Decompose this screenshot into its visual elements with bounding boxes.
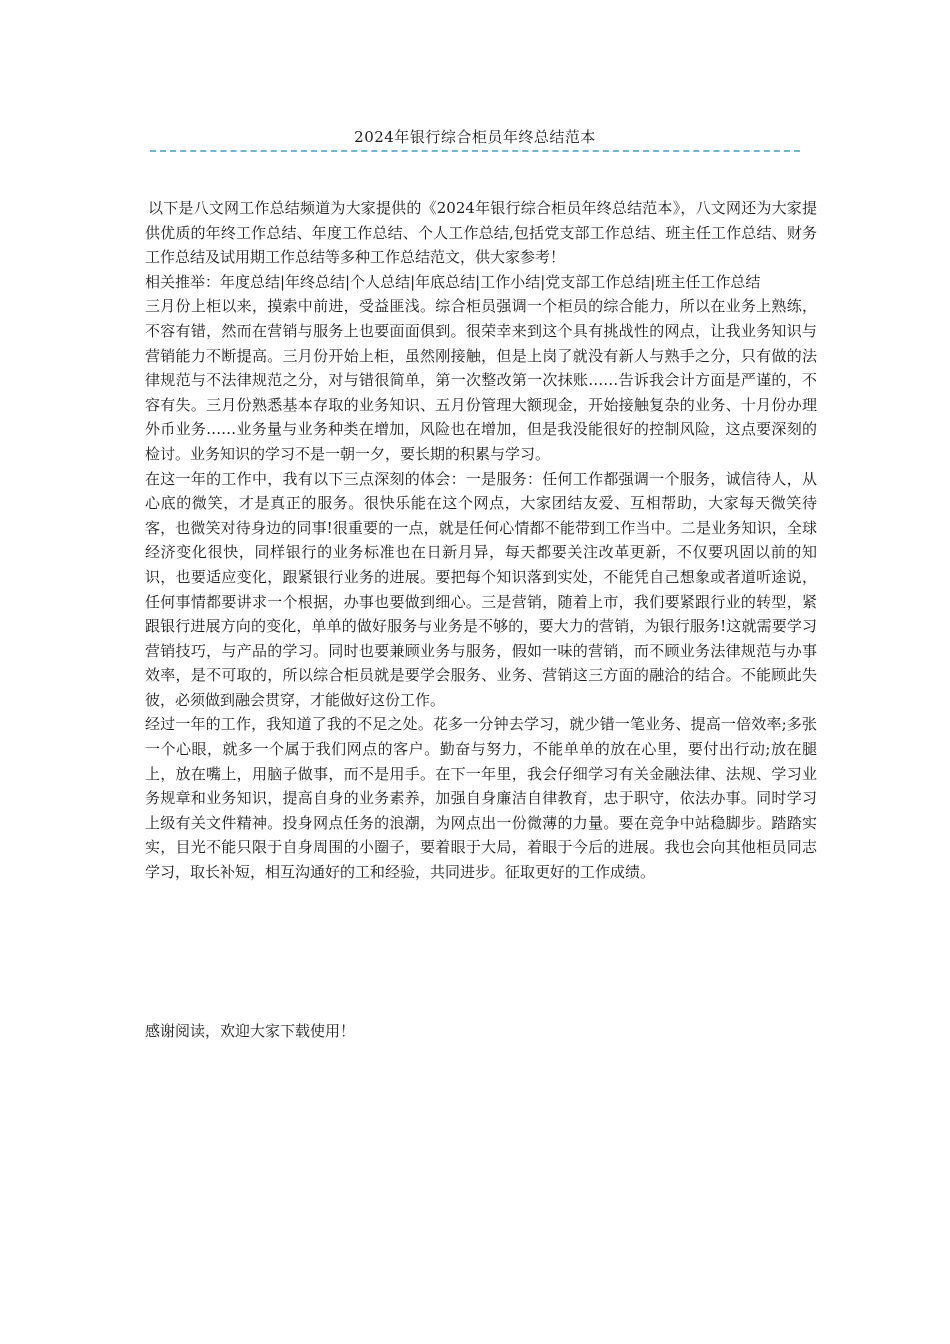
intro-paragraph: 以下是八文网工作总结频道为大家提供的《2024年银行综合柜员年终总结范本》，八文网还为大家提供优质的年终工作总结、年度工作总结、个人工作总结,包括党支部工作总结、班主任工作总结、财务工作总结及试用期工作总结等多种工作总结范文，供大家参考！ (145, 199, 817, 267)
title-dashed-divider (150, 150, 800, 152)
body-paragraph-3: 经过一年的工作，我知道了我的不足之处。花多一分钟去学习，就少错一笔业务、提高一倍效率;多张一个心眼，就多一个属于我们网点的客户。勤奋与努力，不能单单的放在心里，要付出行动;放在腿上，放在嘴上，用脑子做事，而不是用手。在下一年里，我会仔细学习有关金融法律、法规、学习业务规章和业务知识，提高自身的业务素养，加强自身廉洁自律教育，忠于职守，依法办事。同时学习上级有关文件精神。投身网点任务的浪潮，为网点出一份微薄的力量。要在竞争中站稳脚步。踏踏实实，目光不能只限于自身周围的小圈子，要着眼于大局，着眼于今后的进展。我也会向其他柜员同志学习，取长补短，相互沟通好的工和经验，共同进步。征取更好的工作成绩。 (145, 715, 817, 882)
closing-line: 感谢阅读，欢迎大家下载使用！ (145, 1022, 356, 1040)
document-title: 2024年银行综合柜员年终总结范本 (354, 128, 596, 146)
related-links: 相关推举：年度总结|年终总结|个人总结|年底总结|工作小结|党支部工作总结|班主任工作总结 (145, 272, 761, 291)
body-paragraph-1: 三月份上柜以来，摸索中前进，受益匪浅。综合柜员强调一个柜员的综合能力，所以在业务上熟练，不容有错，然而在营销与服务上也要面面俱到。很荣幸来到这个具有挑战性的网点，让我业务知识与营销能力不断提高。三月份开始上柜，虽然刚接触，但是上岗了就没有新人与熟手之分，只有做的法律规范与不法律规范之分，对与错很简单，第一次整改第一次抹账……告诉我会计方面是严谨的，不容有失。三月份熟悉基本存取的业务知识、五月份管理大额现金，开始接触复杂的业务、十月份办理外币业务……业务量与业务种类在增加，风险也在增加，但是我没能很好的控制风险，这点要深刻的检讨。业务知识的学习不是一朝一夕，要长期的积累与学习。 (145, 297, 817, 463)
body-paragraph-2: 在这一年的工作中，我有以下三点深刻的体会：一是服务：任何工作都强调一个服务，诚信待人，从心底的微笑，才是真正的服务。很快乐能在这个网点，大家团结友爱、互相帮助，大家每天微笑待客，也微笑对待身边的同事!很重要的一点，就是任何心情都不能带到工作当中。二是业务知识，全球经济变化很快，同样银行的业务标准也在日新月异，每天都要关注改革更新，不仅要巩固以前的知识，也要适应变化，跟紧银行业务的进展。要把每个知识落到实处，不能凭自己想象或者道听途说，任何事情都要讲求一个根据，办事也要做到细心。三是营销，随着上市，我们要紧跟行业的转型，紧跟银行进展方向的变化，单单的做好服务与业务是不够的，要大力的营销，为银行服务!这就需要学习营销技巧，与产品的学习。同时也要兼顾业务与服务，假如一味的营销，而不顾业务法律规范与办事效率，是不可取的，所以综合柜员就是要学会服务、业务、营销这三方面的融洽的结合。不能顾此失彼，必须做到融会贯穿，才能做好这份工作。 (145, 469, 817, 709)
document-body (145, 196, 817, 885)
